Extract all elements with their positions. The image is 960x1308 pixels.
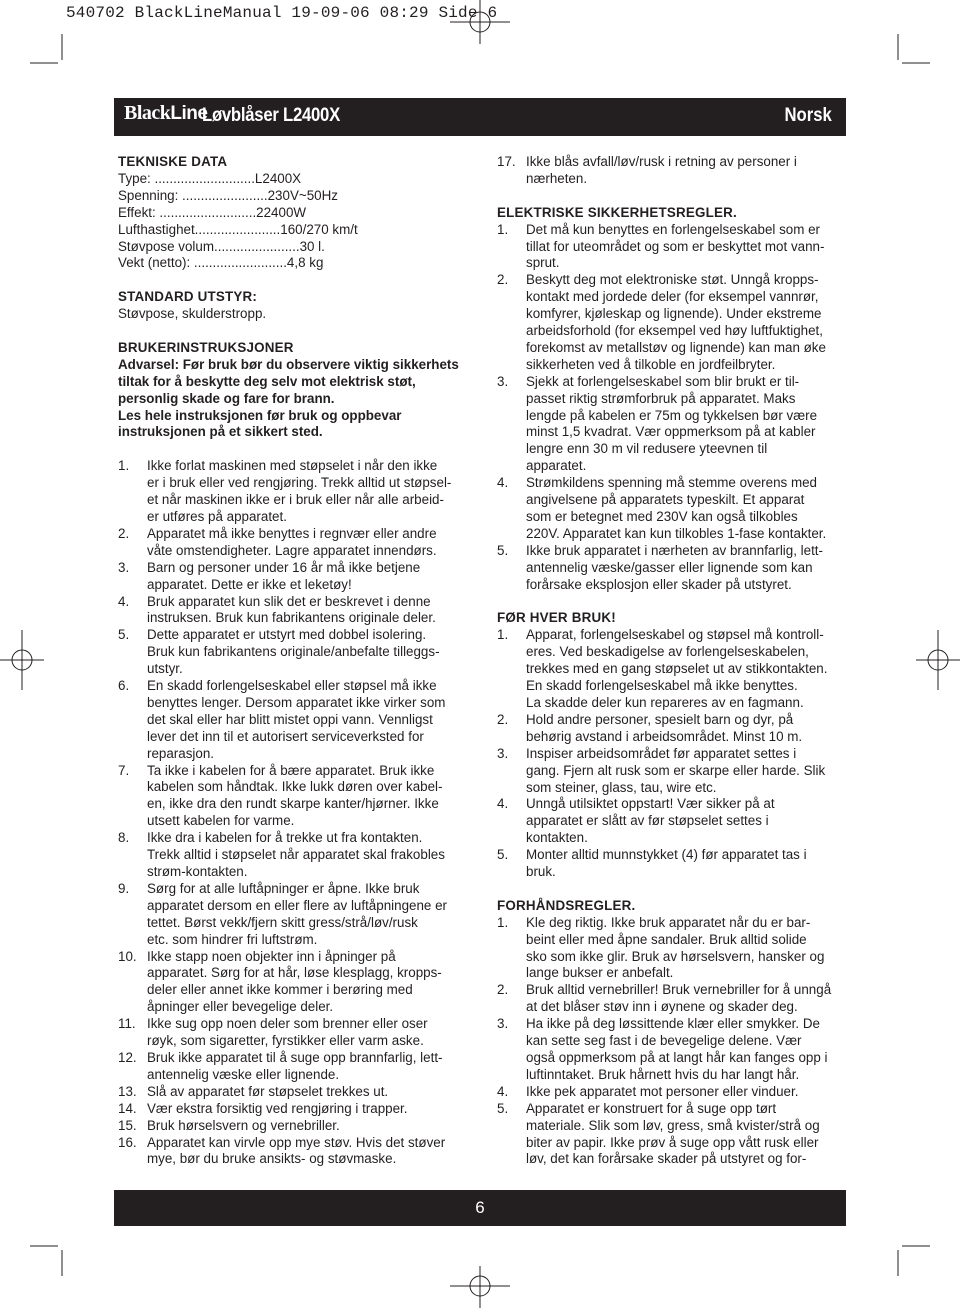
item-number: 9. <box>118 880 130 896</box>
item-text: Beskytt deg mot elektroniske støt. Unngå kropps- kontakt med jordede deler (for eksempel vannrør, komfyrer, kjøleskap og lignende). Under ekstreme arbeidsforhold (for eksempel ved høy luftfuktighet, forekomst av metallstøv og lignende) kan man øke sikkerheten ved å tilkoble en jordfeilbryter. <box>526 272 826 372</box>
item-number: 4. <box>118 593 130 609</box>
item-text: Ta ikke i kabelen for å bære apparatet. Bruk ikke kabelen som håndtak. Ikke lukk døren over kabel- en, ikke dra den rundt skarpe kanter/hjørner. Ikke utsett kabelen for varme. <box>147 762 443 829</box>
item-text: Ikke pek apparatet mot personer eller vinduer. <box>526 1083 799 1099</box>
warning-line: Advarsel: Før bruk bør du observere viktig sikkerhets <box>118 356 459 372</box>
brand-logo <box>124 102 207 125</box>
before-each-use-list <box>497 627 842 881</box>
item-number: 4. <box>497 475 509 491</box>
tech-data-row: Vekt (netto): .........................4,8 kg <box>118 255 324 271</box>
item-text: Kle deg riktig. Ikke bruk apparatet når du er bar- beint eller med åpne sandaler. Bruk alltid solide sko som ikke glir. Bruk av hørselsvern, hansker og lange bukser er anbefalt. <box>526 914 825 981</box>
item-number: 5. <box>118 627 130 643</box>
list-item <box>118 1101 463 1118</box>
item-number: 6. <box>118 678 130 694</box>
item-text: Apparat, forlengelseskabel og støpsel må kontroll- eres. Ved beskadigelse av forlengelseskabelen, trekkes med en gang støpselet ut av stikkontakten. En skadd forlengelseskabel må ikke benyttes. La skadde deler kun repareres av en fagmann. <box>526 627 828 710</box>
item-text: Unngå utilsiktet oppstart! Vær sikker på at apparatet er slått av før støpselet settes i kontakten. <box>526 796 775 846</box>
item-number: 8. <box>118 830 130 846</box>
warning-line: tiltak for å beskytte deg selv mot elektrisk støt, <box>118 373 416 389</box>
item-number: 12. <box>118 1049 137 1065</box>
item-number: 2. <box>497 982 509 998</box>
item-text: Sjekk at forlengelseskabel som blir brukt er til- passet riktig strømforbruk på apparatet. Maks lengde på kabelen er 75m og tykkelsen bør være minst 1,5 kvadrat. Vær oppmerksom på at kabler lengre enn 30 m vil redusere yteevnen til apparatet. <box>526 373 818 474</box>
item-number: 3. <box>497 745 509 761</box>
warning-line: personlig skade og fare for brann. <box>118 390 335 406</box>
tech-data-heading: TEKNISKE DATA <box>118 154 228 169</box>
item-text: Det må kun benyttes en forlengelseskabel som er tillat for uteområdet og som er beskyttet mot vann- sprut. <box>526 221 825 271</box>
logo-line: Line <box>170 103 208 124</box>
list-item <box>497 374 842 475</box>
list-item <box>118 1084 463 1101</box>
tech-data-row: Lufthastighet.......................160/270 km/t <box>118 221 358 237</box>
item-text: Ikke stapp noen objekter inn i åpninger på apparatet. Sørg for at hår, løse klesplagg, kropps- deler eller annet ikke kommer i berøring med åpninger eller bevegelige deler. <box>147 948 442 1015</box>
item-text: Bruk ikke apparatet til å suge opp brannfarlig, lett- antennelig væske eller lignende. <box>147 1049 443 1082</box>
list-item <box>118 1050 463 1084</box>
warning-line: instruksjonen på et sikkert sted. <box>118 424 323 440</box>
list-item <box>497 982 842 1016</box>
item-number: 14. <box>118 1100 137 1116</box>
item-text: Ikke sug opp noen deler som brenner eller oser røyk, som sigaretter, fyrstikker eller varm aske. <box>147 1016 428 1049</box>
left-column <box>118 154 463 1168</box>
list-item <box>118 949 463 1017</box>
list-item <box>497 222 842 273</box>
right-column <box>497 154 842 1168</box>
list-item <box>118 763 463 831</box>
tech-data-row: Spenning: .......................230V~50Hz <box>118 187 338 203</box>
list-item <box>118 1016 463 1050</box>
header-bar <box>114 98 846 136</box>
item-text: Inspiser arbeidsområdet før apparatet settes i gang. Fjern alt rusk som er skarpe eller harde. Slik som steiner, glass, tau, wire etc. <box>526 745 826 795</box>
item-text: Apparatet må ikke benyttes i regnvær eller andre våte omstendigheter. Lagre apparatet innendørs. <box>147 525 437 558</box>
list-item <box>118 560 463 594</box>
item-number: 3. <box>118 559 130 575</box>
item-number: 2. <box>118 525 130 541</box>
list-item <box>118 678 463 763</box>
item-text: Bruk alltid vernebriller! Bruk vernebriller for å unngå at det blåser støv inn i øynene og skader deg. <box>526 982 832 1015</box>
precautions-list <box>497 915 842 1169</box>
item-number: 2. <box>497 272 509 288</box>
item-text: Slå av apparatet før støpselet trekkes ut. <box>147 1083 389 1099</box>
item-text: Ha ikke på deg løssittende klær eller smykker. De kan sette seg fast i de bevegelige delene. Vær også oppmerksom på at langt hår kan fanges opp i luftinntaket. Bruk hårnett hvis du har langt hår. <box>526 1016 828 1082</box>
list-item <box>497 1101 842 1169</box>
tech-data-row: Effekt: ..........................22400W <box>118 204 307 220</box>
list-item <box>118 526 463 560</box>
item-text: Bruk hørselsvern og vernebriller. <box>147 1117 340 1133</box>
print-slug: 540702 BlackLineManual 19-09-06 08:29 Side 6 <box>66 4 498 22</box>
tech-data-row: Type: ...........................L2400X <box>118 170 302 186</box>
item-text: Ikke blås avfall/løv/rusk i retning av personer i nærheten. <box>526 154 797 186</box>
list-item <box>118 1118 463 1135</box>
list-item <box>497 847 842 881</box>
document-title: Løvblåser L2400X <box>202 105 340 126</box>
tech-data-list <box>118 171 463 272</box>
item-number: 17. <box>497 154 516 169</box>
list-item <box>118 627 463 678</box>
list-item <box>497 154 842 188</box>
list-item <box>497 627 842 712</box>
list-item <box>118 881 463 949</box>
document-language: Norsk <box>784 105 832 126</box>
item-number: 3. <box>497 373 509 389</box>
item-text: Apparatet er konstruert for å suge opp tørt materiale. Slik som løv, gress, små kvister/strå og biter av papir. Ikke prøv å suge opp vått rusk eller løv, det kan forårsake skader på utstyret og for- <box>526 1100 820 1167</box>
item-text: Sørg for at alle luftåpninger er åpne. Ikke bruk apparatet dersom en eller flere av luftåpningene er tettet. Børst vekk/fjern skitt gress/strå/løv/rusk etc. som hindrer fri luftstrøm. <box>147 880 447 947</box>
item-number: 5. <box>497 1100 509 1116</box>
list-item <box>497 746 842 797</box>
logo-black: Black <box>124 102 171 124</box>
item-text: Barn og personer under 16 år må ikke betjene apparatet. Dette er ikke et leketøy! <box>147 559 421 592</box>
list-item <box>497 543 842 594</box>
list-item <box>497 915 842 983</box>
item-text: Dette apparatet er utstyrt med dobbel isolering. Bruk kun fabrikantens originale/anbefalte tilleggs- utstyr. <box>147 627 440 677</box>
safety-instructions-list <box>118 458 463 1168</box>
list-item <box>118 1135 463 1169</box>
list-item <box>118 594 463 628</box>
list-item <box>118 458 463 526</box>
user-instructions-heading: BRUKERINSTRUKSJONER <box>118 339 294 355</box>
electrical-safety-list <box>497 222 842 594</box>
item-number: 7. <box>118 762 130 778</box>
item-text: Monter alltid munnstykket (4) før apparatet tas i bruk. <box>526 847 807 880</box>
item-number: 13. <box>118 1083 137 1099</box>
page-number: 6 <box>114 1190 846 1226</box>
list-item <box>497 272 842 373</box>
list-item <box>118 830 463 881</box>
item-text: Vær ekstra forsiktig ved rengjøring i trapper. <box>147 1100 408 1116</box>
list-item <box>497 1084 842 1101</box>
item-text: Apparatet kan virvle opp mye støv. Hvis det støver mye, bør du bruke ansikts- og støvmaske. <box>147 1134 446 1167</box>
list-item <box>497 1016 842 1084</box>
item-number: 1. <box>497 221 509 237</box>
item-number: 3. <box>497 1016 509 1032</box>
item-number: 4. <box>497 1083 509 1099</box>
item-number: 1. <box>497 914 509 930</box>
item-number: 16. <box>118 1134 137 1150</box>
item-text: Ikke forlat maskinen med støpselet i når den ikke er i bruk eller ved rengjøring. Trekk alltid ut støpsel- et når maskinen ikke er i bruk eller når alle arbeid- er utføres på apparatet. <box>147 458 452 524</box>
item-number: 4. <box>497 796 509 812</box>
item-number: 1. <box>118 458 130 474</box>
item-number: 1. <box>497 627 509 643</box>
item-text: Bruk apparatet kun slik det er beskrevet i denne instruksen. Bruk kun fabrikantens originale deler. <box>147 593 436 626</box>
item-number: 10. <box>118 948 137 964</box>
safety-instructions-list-continued <box>497 154 842 188</box>
item-number: 5. <box>497 542 509 558</box>
item-number: 5. <box>497 847 509 863</box>
standard-equipment-text: Støvpose, skulderstropp. <box>118 306 267 322</box>
item-number: 15. <box>118 1117 137 1133</box>
standard-equipment-heading: STANDARD UTSTYR: <box>118 289 258 305</box>
list-item <box>497 796 842 847</box>
precautions-heading: FORHÅNDSREGLER. <box>497 897 636 913</box>
item-text: Ikke bruk apparatet i nærheten av brannfarlig, lett- antennelig væske/gasser eller lignende som kan forårsake eksplosjon eller skader på utstyret. <box>526 542 823 592</box>
tech-data-row: Støvpose volum.......................30 l. <box>118 238 325 254</box>
item-text: En skadd forlengelseskabel eller støpsel må ikke benyttes lenger. Dersom apparatet ikke virker som det skal eller har blitt mistet oppi vann. Vennligst lever det inn til et autorisert serviceverksted for reparasjon. <box>147 678 446 761</box>
item-text: Ikke dra i kabelen for å trekke ut fra kontakten. Trekk alltid i støpselet når apparatet skal frakobles strøm-kontakten. <box>147 830 445 880</box>
warning-text <box>118 357 463 442</box>
item-text: Hold andre personer, spesielt barn og dyr, på behørig avstand i arbeidsområdet. Minst 10 m. <box>526 711 803 744</box>
electrical-safety-heading: ELEKTRISKE SIKKERHETSREGLER. <box>497 204 737 220</box>
warning-line: Les hele instruksjonen før bruk og oppbevar <box>118 407 402 423</box>
before-each-use-heading: FØR HVER BRUK! <box>497 610 616 626</box>
list-item <box>497 475 842 543</box>
item-number: 2. <box>497 711 509 727</box>
item-number: 11. <box>118 1016 136 1032</box>
list-item <box>497 712 842 746</box>
item-text: Strømkildens spenning må stemme overens med angivelsene på apparatets typeskilt. Et apparat som er betegnet med 230V kan også tilkobles 220V. Apparatet kan kun tilkobles 1-fase kontakter. <box>526 475 827 541</box>
